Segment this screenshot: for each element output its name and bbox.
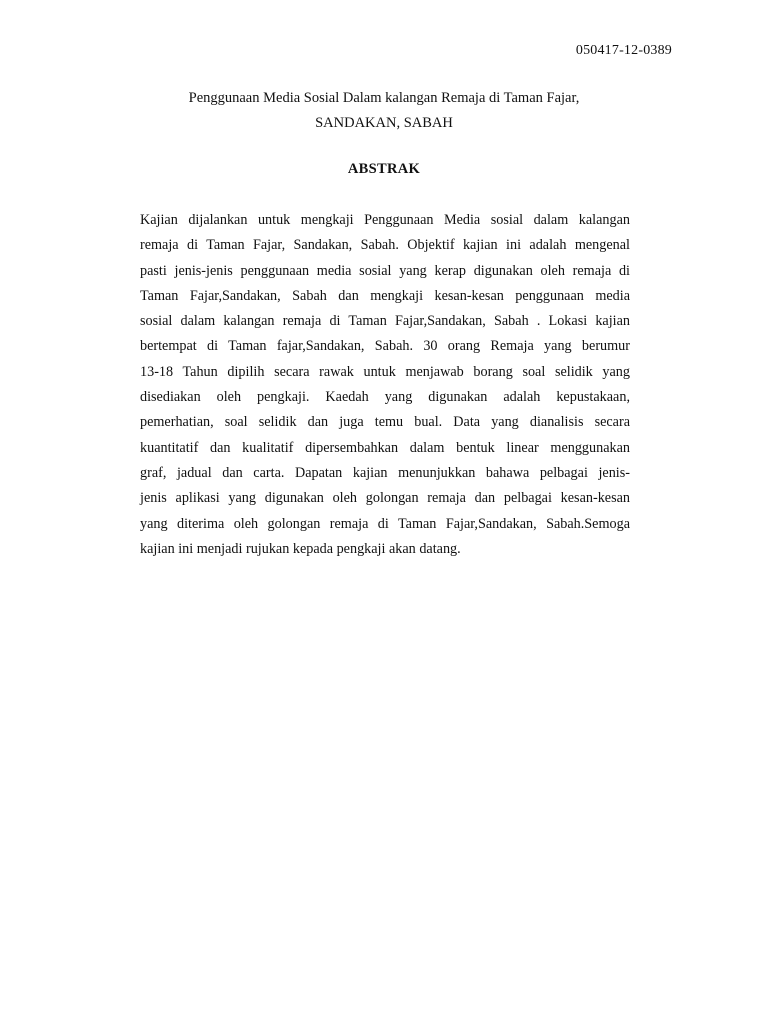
- abstract-line: remaja di Taman Fajar, Sandakan, Sabah. Objektif kajian ini adalah mengenal: [140, 237, 630, 254]
- title-line-2: SANDAKAN, SABAH: [315, 115, 453, 131]
- abstract-line: jenis aplikasi yang digunakan oleh golongan remaja dan pelbagai kesan-kesan: [140, 490, 630, 507]
- abstract-line: pasti jenis-jenis penggunaan media sosial yang kerap digunakan oleh remaja di: [140, 262, 630, 279]
- abstract-line: yang diterima oleh golongan remaja di Taman Fajar,Sandakan, Sabah.Semoga: [140, 515, 630, 532]
- abstract-line: Taman Fajar,Sandakan, Sabah dan mengkaji kesan-kesan penggunaan media: [140, 287, 630, 304]
- abstract-line: Kajian dijalankan untuk mengkaji Penggunaan Media sosial dalam kalangan: [140, 212, 630, 228]
- abstract-heading: ABSTRAK: [347, 161, 421, 177]
- abstract-line: sosial dalam kalangan remaja di Taman Fajar,Sandakan, Sabah . Lokasi kajian: [140, 313, 630, 330]
- abstract-line: pemerhatian, soal selidik dan juga temu bual. Data yang dianalisis secara: [140, 414, 630, 431]
- title-line-1: Penggunaan Media Sosial Dalam kalangan Remaja di Taman Fajar,: [188, 90, 580, 106]
- abstract-line: bertempat di Taman fajar,Sandakan, Sabah. 30 orang Remaja yang berumur: [140, 338, 630, 355]
- abstract-line: kuantitatif dan kualitatif dipersembahkan dalam bentuk linear menggunakan: [140, 439, 630, 456]
- document-id: 050417-12-0389: [575, 43, 672, 58]
- abstract-line: 13-18 Tahun dipilih secara rawak untuk menjawab borang soal selidik yang: [140, 363, 630, 380]
- document-title: [0, 86, 768, 136]
- abstract-line: graf, jadual dan carta. Dapatan kajian menunjukkan bahawa pelbagai jenis-: [140, 464, 630, 481]
- abstract-line: kajian ini menjadi rujukan kepada pengkaji akan datang.: [140, 540, 461, 557]
- abstract-body: [140, 208, 630, 562]
- abstract-line: disediakan oleh pengkaji. Kaedah yang digunakan adalah kepustakaan,: [140, 389, 630, 406]
